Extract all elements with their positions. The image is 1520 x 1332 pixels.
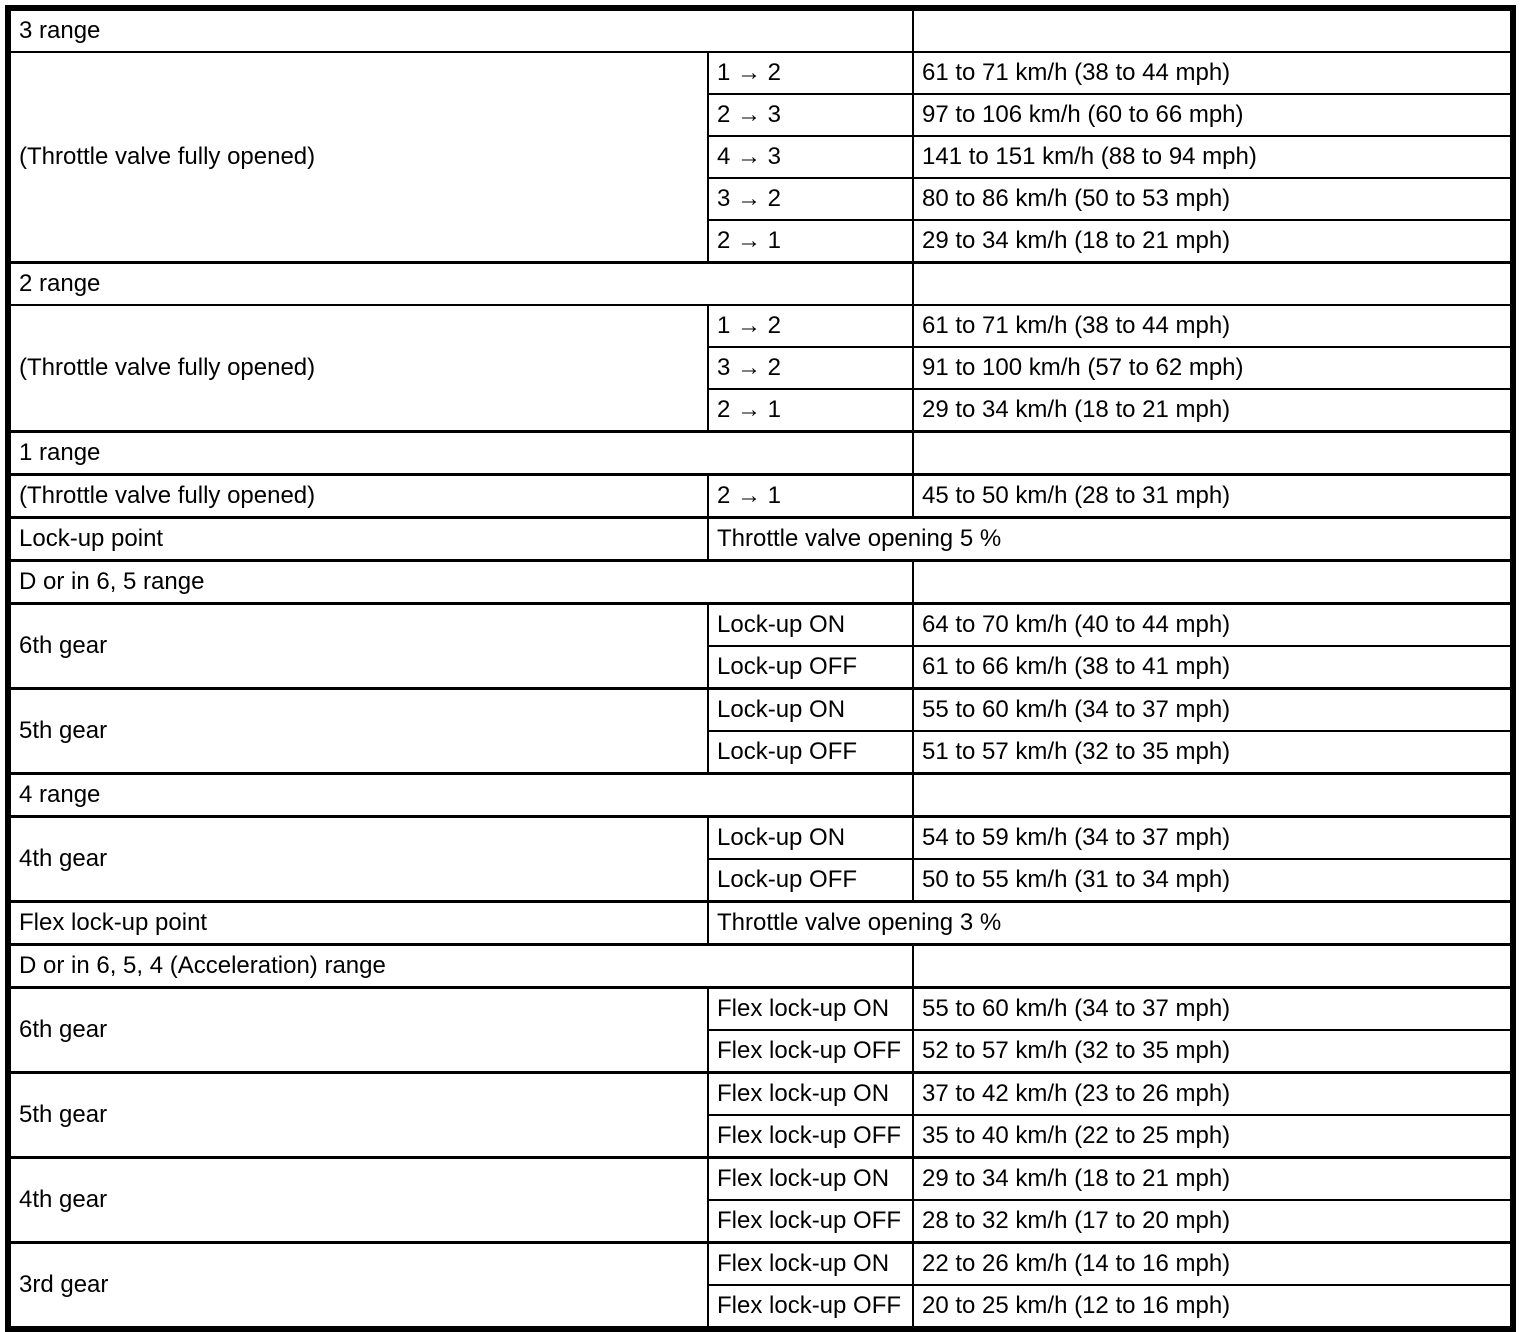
speed-cell: 29 to 34 km/h (18 to 21 mph) — [913, 389, 1513, 432]
shift-cell: 2 → 1 — [708, 389, 913, 432]
lockup-state-cell: Lock-up ON — [708, 604, 913, 647]
lockup-state-cell: Lock-up OFF — [708, 731, 913, 774]
gear-cell: 5th gear — [8, 1073, 708, 1158]
speed-cell: 61 to 66 km/h (38 to 41 mph) — [913, 646, 1513, 689]
range-header-cell: 1 range — [8, 432, 913, 475]
condition-cell: (Throttle valve fully opened) — [8, 305, 708, 432]
condition-cell: (Throttle valve fully opened) — [8, 475, 708, 518]
speed-cell: 37 to 42 km/h (23 to 26 mph) — [913, 1073, 1513, 1116]
speed-cell: 50 to 55 km/h (31 to 34 mph) — [913, 859, 1513, 902]
shift-cell: 4 → 3 — [708, 136, 913, 178]
range-header-cell: 2 range — [8, 263, 913, 306]
gear-cell: 6th gear — [8, 604, 708, 689]
speed-cell: 29 to 34 km/h (18 to 21 mph) — [913, 1158, 1513, 1201]
gear-cell: 6th gear — [8, 988, 708, 1073]
table-row — [8, 263, 1513, 306]
shift-cell: 1 → 2 — [708, 305, 913, 347]
speed-cell: 61 to 71 km/h (38 to 44 mph) — [913, 305, 1513, 347]
table-row — [8, 1158, 1513, 1201]
condition-cell: (Throttle valve fully opened) — [8, 52, 708, 263]
speed-cell: 22 to 26 km/h (14 to 16 mph) — [913, 1243, 1513, 1286]
table-row — [8, 817, 1513, 860]
range-header-cell: D or in 6, 5 range — [8, 561, 913, 604]
speed-cell: 80 to 86 km/h (50 to 53 mph) — [913, 178, 1513, 220]
table-row — [8, 902, 1513, 945]
spec-value-cell: Throttle valve opening 3 % — [708, 902, 1513, 945]
table-row — [8, 305, 1513, 347]
table-row — [8, 432, 1513, 475]
gear-cell: 3rd gear — [8, 1243, 708, 1330]
speed-cell: 45 to 50 km/h (28 to 31 mph) — [913, 475, 1513, 518]
empty-cell — [913, 263, 1513, 306]
speed-cell: 91 to 100 km/h (57 to 62 mph) — [913, 347, 1513, 389]
lockup-state-cell: Lock-up OFF — [708, 859, 913, 902]
lockup-state-cell: Lock-up OFF — [708, 646, 913, 689]
range-header-cell: 4 range — [8, 774, 913, 817]
spec-label-cell: Flex lock-up point — [8, 902, 708, 945]
lockup-state-cell: Flex lock-up ON — [708, 1073, 913, 1116]
table-row — [8, 475, 1513, 518]
lockup-state-cell: Flex lock-up OFF — [708, 1115, 913, 1158]
lockup-state-cell: Flex lock-up ON — [708, 988, 913, 1031]
spec-label-cell: Lock-up point — [8, 518, 708, 561]
shift-cell: 1 → 2 — [708, 52, 913, 94]
lockup-state-cell: Flex lock-up ON — [708, 1243, 913, 1286]
speed-cell: 20 to 25 km/h (12 to 16 mph) — [913, 1285, 1513, 1329]
table-row — [8, 1243, 1513, 1286]
speed-cell: 51 to 57 km/h (32 to 35 mph) — [913, 731, 1513, 774]
gear-cell: 4th gear — [8, 1158, 708, 1243]
speed-cell: 52 to 57 km/h (32 to 35 mph) — [913, 1030, 1513, 1073]
table-row — [8, 945, 1513, 988]
empty-cell — [913, 561, 1513, 604]
table-row — [8, 1073, 1513, 1116]
speed-cell: 29 to 34 km/h (18 to 21 mph) — [913, 220, 1513, 263]
speed-cell: 55 to 60 km/h (34 to 37 mph) — [913, 689, 1513, 732]
gear-cell: 4th gear — [8, 817, 708, 902]
speed-cell: 61 to 71 km/h (38 to 44 mph) — [913, 52, 1513, 94]
empty-cell — [913, 432, 1513, 475]
shift-cell: 2 → 1 — [708, 475, 913, 518]
spec-value-cell: Throttle valve opening 5 % — [708, 518, 1513, 561]
table-row — [8, 689, 1513, 732]
table-row — [8, 52, 1513, 94]
table-row — [8, 561, 1513, 604]
shift-cell: 2 → 3 — [708, 94, 913, 136]
shift-point-spec-table — [5, 5, 1516, 1332]
table-row — [8, 774, 1513, 817]
lockup-state-cell: Flex lock-up OFF — [708, 1200, 913, 1243]
shift-cell: 2 → 1 — [708, 220, 913, 263]
table-row — [8, 518, 1513, 561]
speed-cell: 28 to 32 km/h (17 to 20 mph) — [913, 1200, 1513, 1243]
shift-cell: 3 → 2 — [708, 347, 913, 389]
range-header-cell: 3 range — [8, 8, 913, 52]
speed-cell: 35 to 40 km/h (22 to 25 mph) — [913, 1115, 1513, 1158]
speed-cell: 55 to 60 km/h (34 to 37 mph) — [913, 988, 1513, 1031]
speed-cell: 64 to 70 km/h (40 to 44 mph) — [913, 604, 1513, 647]
lockup-state-cell: Lock-up ON — [708, 689, 913, 732]
empty-cell — [913, 945, 1513, 988]
speed-cell: 97 to 106 km/h (60 to 66 mph) — [913, 94, 1513, 136]
gear-cell: 5th gear — [8, 689, 708, 774]
speed-cell: 141 to 151 km/h (88 to 94 mph) — [913, 136, 1513, 178]
empty-cell — [913, 774, 1513, 817]
lockup-state-cell: Lock-up ON — [708, 817, 913, 860]
lockup-state-cell: Flex lock-up OFF — [708, 1285, 913, 1329]
table-row — [8, 988, 1513, 1031]
table-row — [8, 8, 1513, 52]
range-header-cell: D or in 6, 5, 4 (Acceleration) range — [8, 945, 913, 988]
table-row — [8, 604, 1513, 647]
speed-cell: 54 to 59 km/h (34 to 37 mph) — [913, 817, 1513, 860]
empty-cell — [913, 8, 1513, 52]
lockup-state-cell: Flex lock-up OFF — [708, 1030, 913, 1073]
lockup-state-cell: Flex lock-up ON — [708, 1158, 913, 1201]
shift-cell: 3 → 2 — [708, 178, 913, 220]
